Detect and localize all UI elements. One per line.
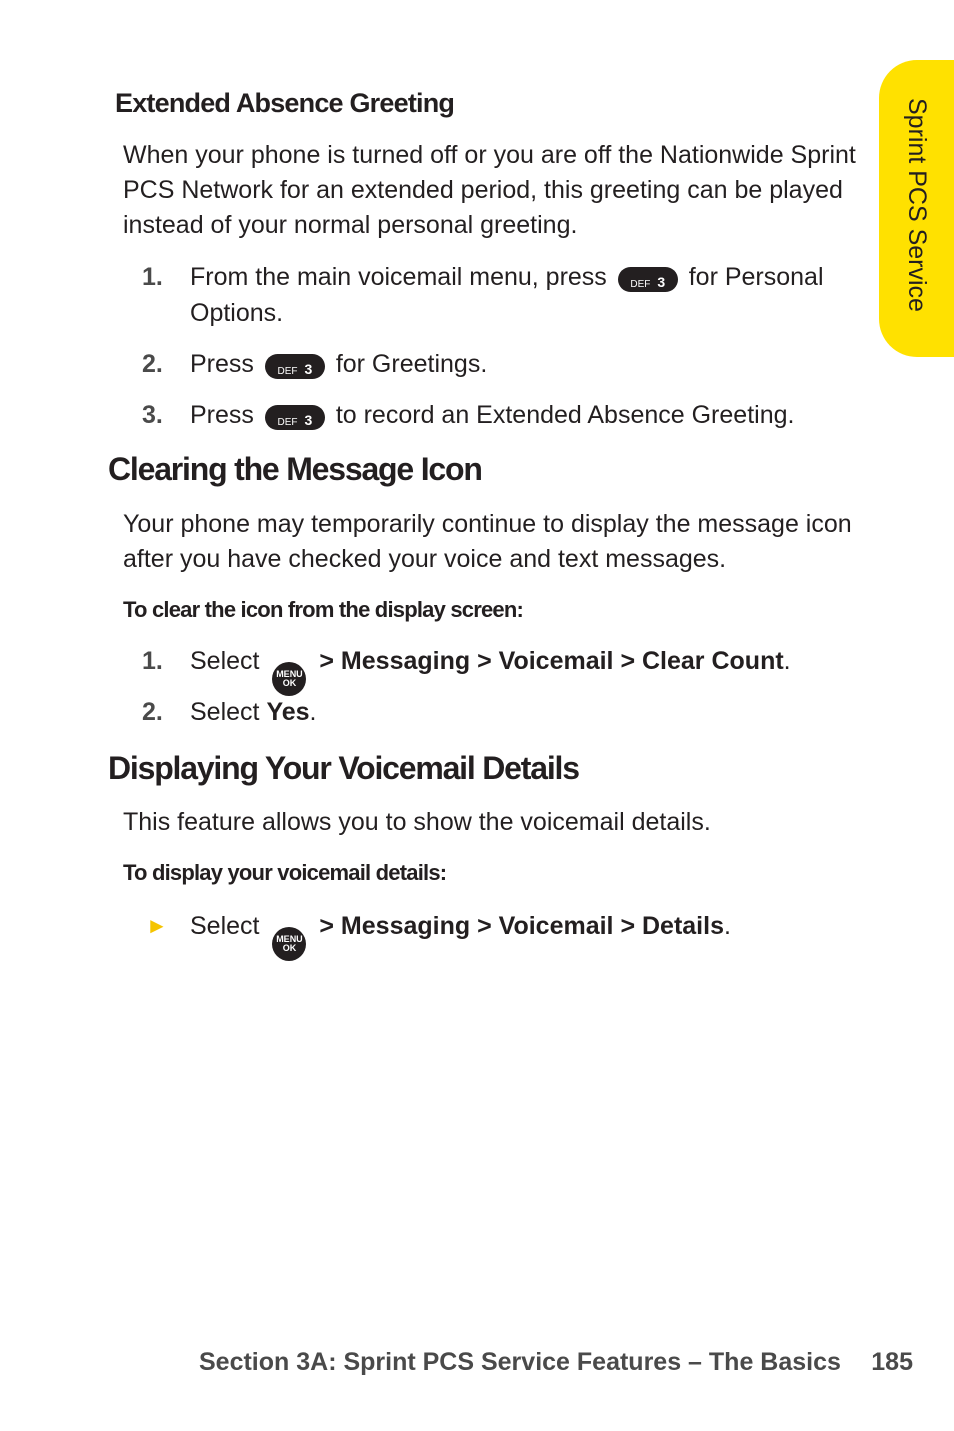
extended-step-1 <box>142 259 862 331</box>
clearing-intro: Your phone may temporarily continue to display the message icon after you have checked your voice and text messages. <box>123 510 852 573</box>
step-text: Select <box>190 698 260 726</box>
displaying-step: ► Select MENU OK > Messaging > Voicemail > Details. <box>142 908 862 953</box>
step-number: 3. <box>142 401 163 429</box>
step-text: Select <box>190 912 260 940</box>
displaying-intro: This feature allows you to show the voicemail details. <box>123 808 711 836</box>
def3-key-icon: DEF 3 <box>265 354 325 379</box>
extended-step-2 <box>142 346 862 382</box>
option-yes: Yes <box>266 698 310 726</box>
step-text: Press <box>190 401 254 429</box>
clearing-message-icon-heading: Clearing the Message Icon <box>108 451 482 487</box>
displaying-subheading: To display your voicemail details: <box>123 860 447 885</box>
side-tab-label: Sprint PCS Service <box>903 98 931 312</box>
footer-section-title: Section 3A: Sprint PCS Service Features – The Basics <box>199 1348 841 1376</box>
page-number: 185 <box>871 1348 913 1376</box>
step-text: Press <box>190 350 254 378</box>
menu-ok-button-icon: MENU OK <box>272 927 306 961</box>
step-number: 1. <box>142 647 163 675</box>
triangle-bullet-icon: ► <box>146 913 168 938</box>
section-side-tab <box>879 60 954 357</box>
step-text: to record an Extended Absence Greeting. <box>335 401 795 429</box>
page-footer <box>199 1348 913 1377</box>
step-text: Select <box>190 647 260 675</box>
step-text: for Personal Options. <box>190 263 824 327</box>
menu-path: > Messaging > Voicemail > Details <box>319 912 724 940</box>
step-number: 2. <box>142 698 163 726</box>
extended-absence-heading: Extended Absence Greeting <box>115 88 455 118</box>
def3-key-icon: DEF 3 <box>265 405 325 430</box>
menu-path: > Messaging > Voicemail > Clear Count <box>319 647 784 675</box>
displaying-voicemail-details-heading: Displaying Your Voicemail Details <box>108 750 579 786</box>
step-text: for Greetings. <box>335 350 488 378</box>
def3-key-icon: DEF 3 <box>618 267 678 292</box>
extended-absence-intro: When your phone is turned off or you are off the Nationwide Sprint PCS Network for an extended period, this greeting can be played instead of your normal personal greeting. <box>123 141 856 239</box>
clearing-step-1: 1. Select MENU OK > Messaging > Voicemail > Clear Count. <box>142 643 862 688</box>
clearing-subheading: To clear the icon from the display screen: <box>123 597 523 622</box>
step-text: From the main voicemail menu, press <box>190 263 607 291</box>
clearing-step-2: 2. Select Yes. <box>142 694 862 730</box>
menu-ok-button-icon: MENU OK <box>272 662 306 696</box>
step-number: 2. <box>142 350 163 378</box>
extended-step-3 <box>142 397 862 433</box>
step-number: 1. <box>142 263 163 291</box>
